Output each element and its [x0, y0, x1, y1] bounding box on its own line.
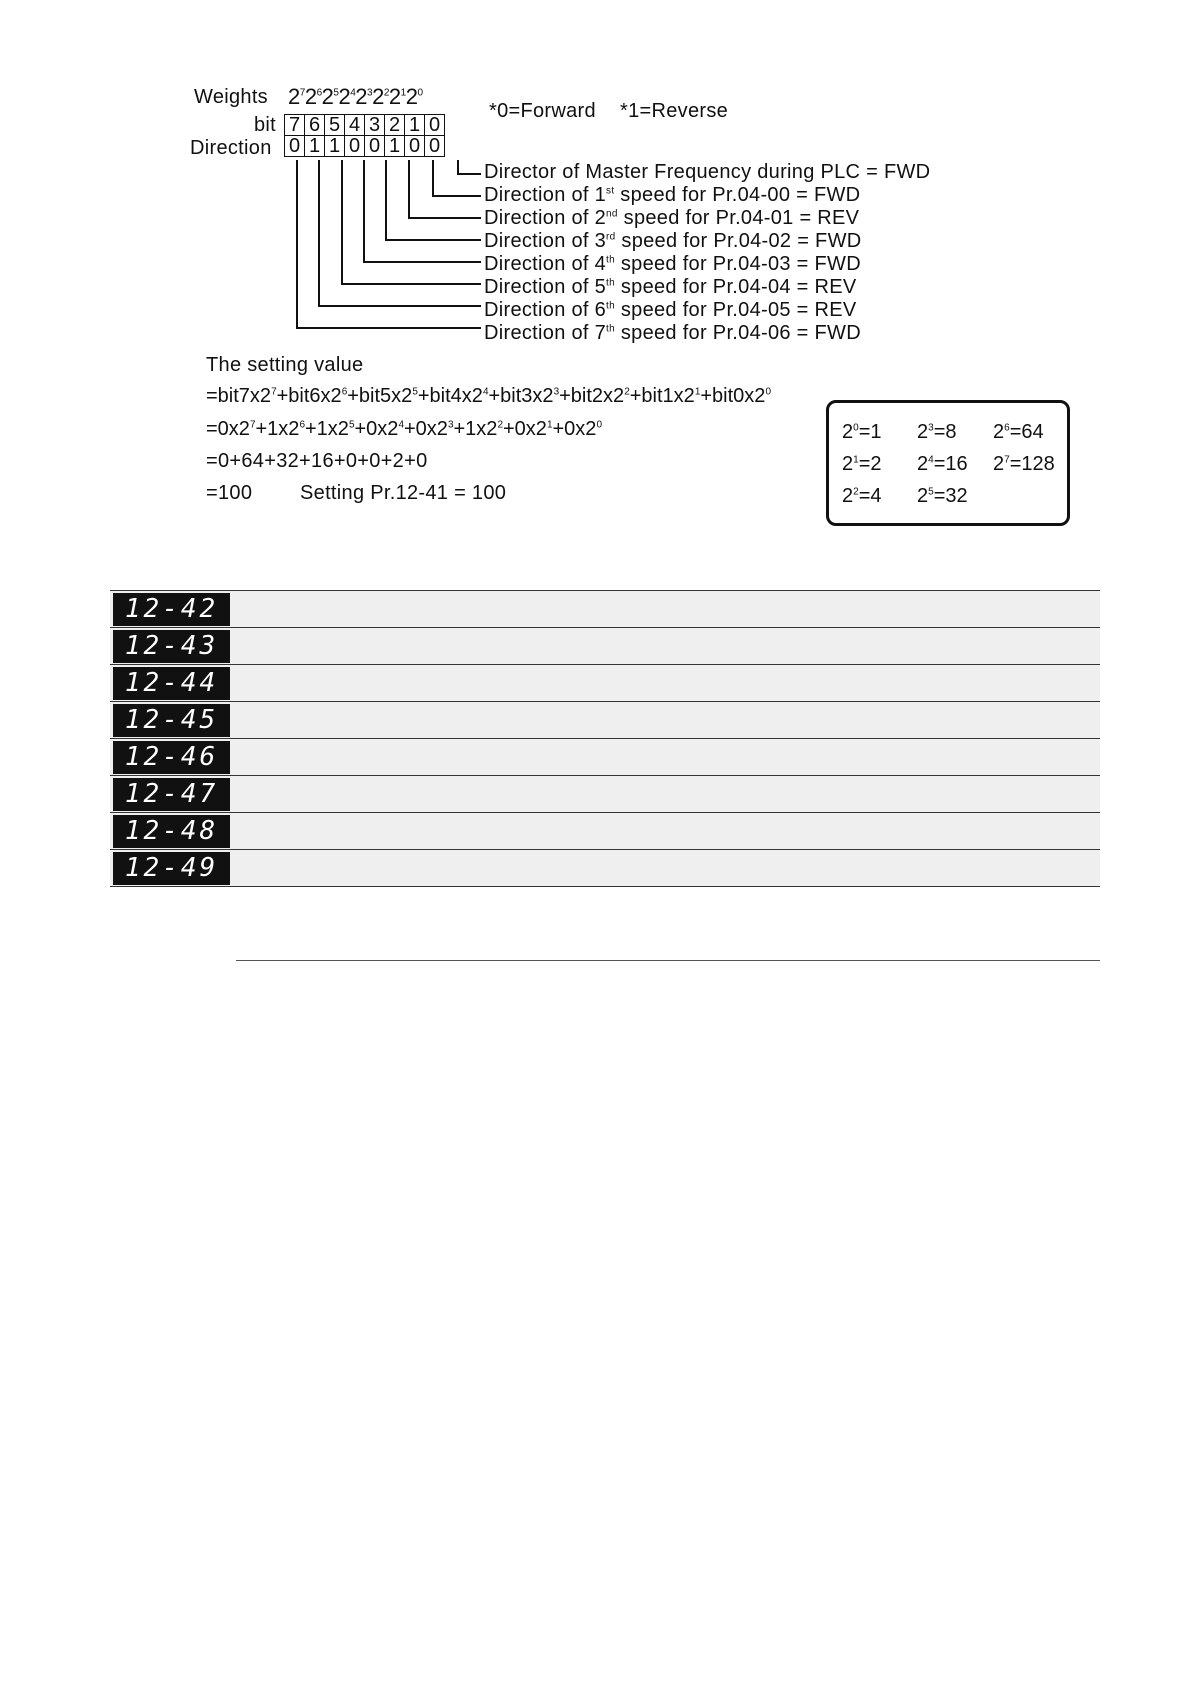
- power-2-1: $2^1=2$: [842, 453, 882, 475]
- bit-cell: 7: [285, 115, 305, 136]
- bit-cell: 2: [385, 115, 405, 136]
- param-code-display: 12-45: [113, 704, 230, 737]
- direction-cell: 0: [285, 136, 305, 157]
- leader-bit3-h: [385, 239, 481, 241]
- calc-line-1: $=bit7x2^7+bit6x2^6+bit5x2^5+bit4x2^4+bit3x2^3+bit2x2^2+bit1x2^1+bit0x2^0$: [206, 385, 771, 407]
- direction-desc-bit6: Direction of 6th speed for Pr.04-05 = REV: [484, 299, 857, 321]
- param-row: [110, 664, 1100, 701]
- direction-desc-bit0: Director of Master Frequency during PLC = FWD: [484, 161, 931, 183]
- powers-of-two-box: [826, 400, 1070, 526]
- section-divider: [236, 960, 1100, 961]
- legend-reverse: *1=Reverse: [620, 100, 729, 122]
- leader-bit2-v: [408, 160, 410, 219]
- direction-cell: 0: [425, 136, 445, 157]
- param-code-display: 12-44: [113, 667, 230, 700]
- leader-bit5-v: [341, 160, 343, 285]
- weights-label: Weights: [194, 86, 268, 108]
- calc-line-4-setting: Setting Pr.12-41 = 100: [300, 482, 507, 504]
- param-code-display: 12-46: [113, 741, 230, 774]
- leader-bit3-v: [385, 160, 387, 241]
- param-row: [110, 627, 1100, 664]
- leader-bit2-h: [408, 217, 481, 219]
- weight-1: $2^1$: [388, 84, 406, 109]
- weight-2: $2^2$: [372, 84, 389, 109]
- param-row: [110, 701, 1100, 738]
- bit-direction-table: [284, 114, 445, 157]
- param-row: [110, 738, 1100, 775]
- direction-cell: 1: [325, 136, 345, 157]
- direction-cell: 0: [405, 136, 425, 157]
- calc-line-4-value: =100: [206, 482, 253, 504]
- leader-bit5-h: [341, 283, 481, 285]
- bit-label: bit: [254, 114, 277, 136]
- param-code-display: 12-42: [113, 593, 230, 626]
- leader-bit6-h: [318, 305, 481, 307]
- leader-bit0-h: [457, 173, 481, 175]
- power-2-6: $2^6=64$: [993, 421, 1044, 443]
- bit-cell: 3: [365, 115, 385, 136]
- calc-line-2: $=0x2^7+1x2^6+1x2^5+0x2^4+0x2^3+1x2^2+0x2^1+0x2^0$: [206, 418, 602, 440]
- direction-desc-bit2: Direction of 2nd speed for Pr.04-01 = REV: [484, 207, 860, 229]
- weight-3: $2^3$: [355, 84, 373, 109]
- weight-5: $2^5$: [321, 84, 339, 109]
- leader-bit6-v: [318, 160, 320, 307]
- direction-row: [285, 136, 445, 157]
- leader-bit1-h: [432, 195, 481, 197]
- power-2-3: $2^3=8$: [917, 421, 957, 443]
- weights-row: [288, 84, 423, 110]
- bit-row: [285, 115, 445, 136]
- param-row: [110, 775, 1100, 812]
- direction-label: Direction: [190, 137, 272, 159]
- weight-4: $2^4$: [338, 84, 356, 109]
- power-2-0: $2^0=1$: [842, 421, 882, 443]
- power-2-7: $2^7=128$: [993, 453, 1055, 475]
- leader-bit4-h: [363, 261, 481, 263]
- param-list-bottom-rule: [110, 886, 1100, 887]
- bit-cell: 4: [345, 115, 365, 136]
- weight-6: $2^6$: [304, 84, 322, 109]
- direction-desc-bit1: Direction of 1st speed for Pr.04-00 = FWD: [484, 184, 861, 206]
- direction-desc-bit5: Direction of 5th speed for Pr.04-04 = REV: [484, 276, 857, 298]
- direction-desc-bit3: Direction of 3rd speed for Pr.04-02 = FWD: [484, 230, 862, 252]
- bit-cell: 1: [405, 115, 425, 136]
- direction-desc-bit4: Direction of 4th speed for Pr.04-03 = FWD: [484, 253, 861, 275]
- param-code-display: 12-49: [113, 852, 230, 885]
- legend-forward: *0=Forward: [489, 100, 596, 122]
- param-row: [110, 590, 1100, 627]
- leader-bit7-h: [296, 327, 481, 329]
- param-code-display: 12-43: [113, 630, 230, 663]
- calc-line-3: =0+64+32+16+0+0+2+0: [206, 450, 428, 472]
- weight-0: $2^0$: [405, 84, 423, 109]
- power-2-4: $2^4=16$: [917, 453, 968, 475]
- param-row: [110, 812, 1100, 849]
- param-code-display: 12-48: [113, 815, 230, 848]
- param-code-display: 12-47: [113, 778, 230, 811]
- setting-value-title: The setting value: [206, 354, 364, 376]
- leader-bit7-v: [296, 160, 298, 329]
- direction-desc-bit7: Direction of 7th speed for Pr.04-06 = FWD: [484, 322, 861, 344]
- bit-cell: 0: [425, 115, 445, 136]
- direction-cell: 1: [305, 136, 325, 157]
- bit-cell: 6: [305, 115, 325, 136]
- weight-7: $2^7$: [288, 84, 305, 109]
- direction-cell: 1: [385, 136, 405, 157]
- param-row: [110, 849, 1100, 886]
- bit-cell: 5: [325, 115, 345, 136]
- leader-bit1-v: [432, 160, 434, 197]
- direction-cell: 0: [365, 136, 385, 157]
- direction-cell: 0: [345, 136, 365, 157]
- power-2-5: $2^5=32$: [917, 485, 968, 507]
- power-2-2: $2^2=4$: [842, 485, 882, 507]
- leader-bit4-v: [363, 160, 365, 263]
